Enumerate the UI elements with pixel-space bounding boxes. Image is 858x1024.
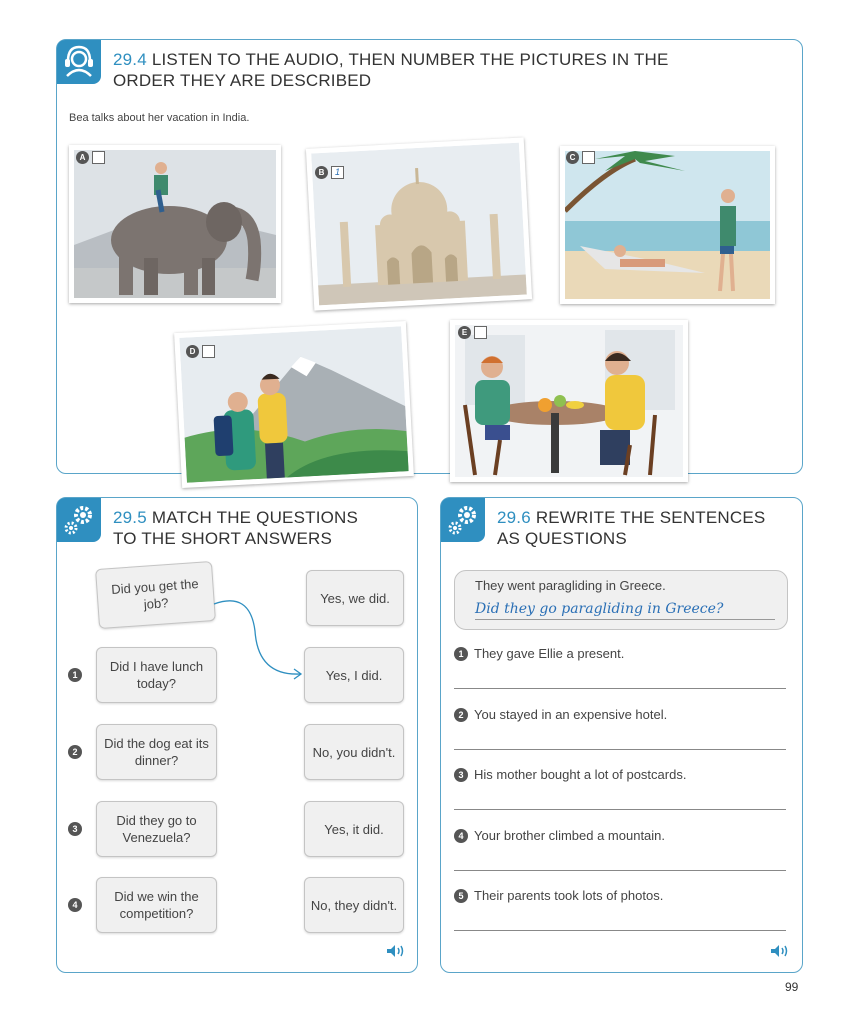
answer-card[interactable]: No, you didn't. (304, 724, 404, 780)
picture-a-tag (76, 151, 105, 164)
answer-card[interactable]: Yes, it did. (304, 801, 404, 857)
picture-letter: B (315, 166, 328, 179)
example-match-arrow (210, 596, 306, 681)
answer-box[interactable] (92, 151, 105, 164)
picture-c-tag (566, 151, 595, 164)
sentence-row (454, 828, 665, 843)
example-sentence: They went paragliding in Greece. (475, 578, 666, 593)
exercise-number: 29.5 (113, 508, 147, 527)
item-number: 2 (454, 708, 468, 722)
answer-line[interactable] (454, 870, 786, 871)
sentence-text: You stayed in an expensive hotel. (474, 707, 668, 722)
sentence-text: His mother bought a lot of postcards. (474, 767, 687, 782)
listening-headphones-icon (57, 40, 101, 84)
audio-speaker-icon[interactable] (386, 944, 406, 958)
example-question-card[interactable]: Did you get the job? (95, 561, 216, 629)
title-line-2: AS QUESTIONS (497, 529, 627, 548)
item-number: 4 (68, 898, 82, 912)
answer-card[interactable]: No, they didn't. (304, 877, 404, 933)
gears-icon (441, 498, 485, 542)
answer-line[interactable] (454, 749, 786, 750)
picture-a-elephant (69, 145, 281, 303)
picture-letter: A (76, 151, 89, 164)
exercise-title (113, 49, 669, 91)
exercise-intro: Bea talks about her vacation in India. (69, 112, 250, 124)
picture-letter: C (566, 151, 579, 164)
question-card[interactable]: Did we win the competition? (96, 877, 217, 933)
item-number: 5 (454, 889, 468, 903)
question-card[interactable]: Did I have lunch today? (96, 647, 217, 703)
gears-icon (57, 498, 101, 542)
answer-line[interactable] (454, 688, 786, 689)
question-card[interactable]: Did the dog eat its dinner? (96, 724, 217, 780)
exercise-number: 29.6 (497, 508, 531, 527)
title-line-2: TO THE SHORT ANSWERS (113, 529, 333, 548)
title-line-2: ORDER THEY ARE DESCRIBED (113, 71, 372, 90)
title-line-1: REWRITE THE SENTENCES (535, 508, 766, 527)
picture-letter: E (458, 326, 471, 339)
answer-line[interactable] (454, 930, 786, 931)
title-line-1: LISTEN TO THE AUDIO, THEN NUMBER THE PICTURES IN THE (151, 50, 669, 69)
title-line-1: MATCH THE QUESTIONS (151, 508, 359, 527)
picture-b-tag (315, 166, 344, 179)
sentence-row (454, 707, 667, 722)
picture-e-tag (458, 326, 487, 339)
item-number: 3 (454, 768, 468, 782)
item-number: 1 (454, 647, 468, 661)
picture-e-eating (450, 320, 688, 482)
sentence-text: They gave Ellie a present. (474, 646, 625, 661)
example-box (454, 570, 788, 630)
exercise-title (497, 507, 765, 549)
item-number: 4 (454, 829, 468, 843)
picture-letter: D (186, 345, 199, 358)
item-number: 1 (68, 668, 82, 682)
sentence-text: Your brother climbed a mountain. (474, 828, 666, 843)
item-number: 2 (68, 745, 82, 759)
answer-box[interactable]: 1 (331, 166, 344, 179)
example-answer-card[interactable]: Yes, we did. (306, 570, 404, 626)
sentence-row (454, 646, 624, 661)
answer-card[interactable]: Yes, I did. (304, 647, 404, 703)
answer-box[interactable] (202, 345, 215, 358)
exercise-title (113, 507, 358, 549)
answer-box[interactable] (474, 326, 487, 339)
page-number: 99 (785, 980, 799, 994)
sentence-row (454, 888, 663, 903)
exercise-number: 29.4 (113, 50, 147, 69)
example-answer-line (475, 619, 775, 620)
item-number: 3 (68, 822, 82, 836)
question-card[interactable]: Did they go to Venezuela? (96, 801, 217, 857)
picture-c-beach (560, 146, 775, 304)
example-answer: Did they go paragliding in Greece? (475, 601, 724, 617)
picture-b-taj-mahal (306, 137, 532, 310)
picture-d-tag (186, 345, 215, 358)
sentence-row (454, 767, 686, 782)
answer-box[interactable] (582, 151, 595, 164)
answer-line[interactable] (454, 809, 786, 810)
sentence-text: Their parents took lots of photos. (474, 888, 664, 903)
audio-speaker-icon[interactable] (770, 944, 790, 958)
